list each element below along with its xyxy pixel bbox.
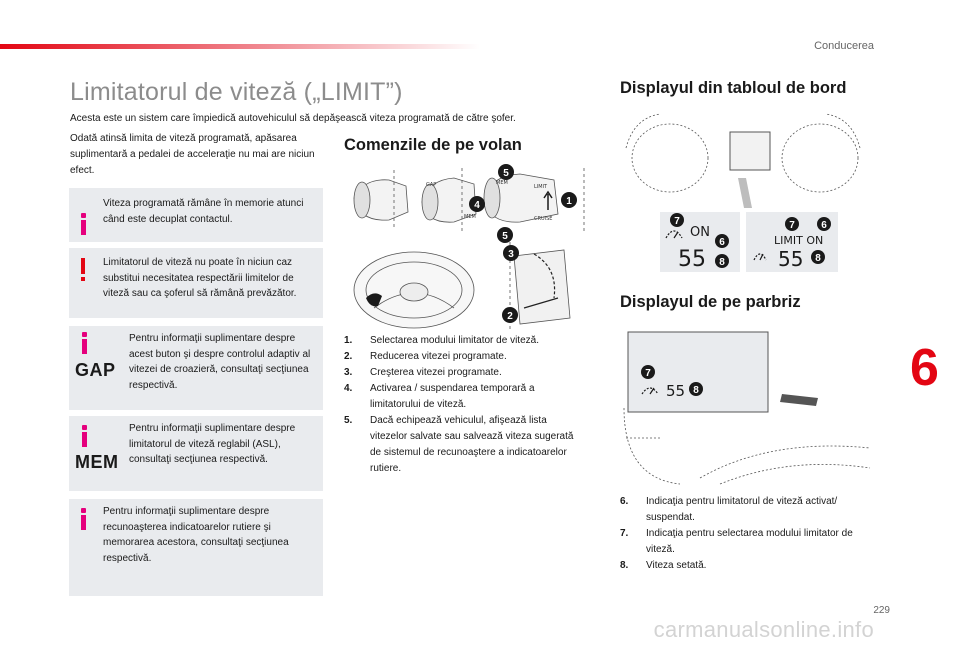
- steering-heading: Comenzile de pe volan: [344, 136, 522, 154]
- svg-text:5: 5: [502, 231, 508, 242]
- steering-controls-illustration: [344, 158, 596, 330]
- stalk-limit-label: LIMIT: [534, 184, 548, 190]
- badge-2: [502, 307, 518, 323]
- note-memory-text: Viteza programată rămâne în memorie atunci când este decuplat contactul.: [103, 198, 304, 225]
- note-warning-text: Limitatorul de viteză nu poate în niciun caz substitui necesitatea respectării limitelor de viteză sau ca şoferul să rămână prevăzător.: [103, 257, 297, 299]
- badge-8: [689, 382, 703, 396]
- badge-7: [641, 365, 655, 379]
- svg-text:8: 8: [693, 385, 699, 396]
- svg-text:6: 6: [821, 220, 827, 231]
- note-gap: [69, 326, 323, 410]
- list-item: 7. Indicaţia pentru selectarea modului limitator de viteză.: [620, 528, 853, 555]
- list-item: 5. Dacă echipează vehiculul, afişează lista vitezelor salvate sau salvează viteza sugerată de sistemul de recunoaştere a indicatoarelor rutiere.: [344, 415, 574, 474]
- intro-text: Acesta este un sistem care împiedică autovehiculul să depăşească viteza programată de către şofer.: [70, 113, 516, 124]
- limit-paragraph: Odată atinsă limita de viteză programată, apăsarea suplimentară a pedalei de acceleraţie nu mai are niciun efect.: [70, 133, 315, 176]
- dashboard-panel-1: [660, 212, 740, 272]
- mem-label: MEM: [75, 452, 119, 472]
- svg-text:7: 7: [674, 216, 680, 227]
- dashboard-heading: Displayul din tabloul de bord: [620, 79, 847, 97]
- speedometer-icon: [666, 231, 682, 238]
- note-signs-text: Pentru informaţii suplimentare despre recunoaşterea indicatoarelor rutiere şi memorarea acestora, consultaţi secţiunea respectivă.: [103, 506, 289, 564]
- speedometer-icon: [754, 254, 766, 260]
- badge-7: [670, 213, 684, 227]
- windscreen-heading: Displayul de pe parbriz: [620, 293, 801, 311]
- list-item: 8. Viteza setată.: [620, 560, 707, 571]
- badge-5b: [497, 227, 513, 243]
- note-memory: [69, 188, 323, 242]
- stalk-cruise-label: CRUISE: [534, 216, 553, 222]
- badge-1: [561, 192, 577, 208]
- list-item: 3. Creşterea vitezei programate.: [344, 367, 502, 378]
- svg-text:8: 8: [719, 257, 725, 268]
- note-signs: [69, 499, 323, 596]
- svg-text:8: 8: [815, 253, 821, 264]
- section-name: Conducerea: [814, 40, 874, 52]
- gap-label: GAP: [75, 360, 116, 380]
- note-warning: [69, 248, 323, 318]
- stalk-mem-label-2: MEM: [496, 180, 508, 186]
- watermark: carmanualsonline.info: [653, 617, 874, 642]
- note-gap-text: Pentru informaţii suplimentare despre acest buton şi despre controlul adaptiv al vitezei de croazieră, consultaţi secţiunea respectivă.: [129, 333, 311, 391]
- list-item: 1. Selectarea modului limitator de viteză.: [344, 335, 539, 346]
- badge-8: [715, 254, 729, 268]
- panel2-limit-on-text: LIMIT ON: [774, 234, 824, 247]
- badge-6: [817, 217, 831, 231]
- list-item: 4. Activarea / suspendarea temporară a limitatorului de viteză.: [344, 383, 535, 410]
- stalk-gap-label: GAP: [426, 182, 437, 188]
- badge-7: [785, 217, 799, 231]
- page-title: Limitatorul de viteză („LIMIT”): [70, 78, 403, 106]
- dashboard-panel-2: [746, 212, 838, 272]
- dashboard-illustration: [620, 108, 874, 208]
- note-mem: [69, 416, 323, 491]
- panel1-speed: 55: [678, 247, 706, 272]
- windscreen-illustration: [620, 328, 874, 488]
- badge-6: [715, 234, 729, 248]
- badge-3: [503, 245, 519, 261]
- stalk-mem-label-1: MEM: [464, 214, 476, 220]
- svg-text:7: 7: [645, 368, 651, 379]
- page-number: 229: [873, 605, 890, 616]
- note-mem-text: Pentru informaţii suplimentare despre limitatorul de viteză reglabil (ASL), consultaţi secţiunea respectivă.: [129, 423, 296, 465]
- badge-4: [469, 196, 485, 212]
- panel2-speed: 55: [778, 247, 804, 271]
- list-item: 6. Indicaţia pentru limitatorul de viteză activat/ suspendat.: [620, 496, 838, 523]
- svg-text:5: 5: [503, 168, 509, 179]
- svg-text:2: 2: [507, 311, 513, 322]
- badge-8: [811, 250, 825, 264]
- svg-text:6: 6: [910, 339, 939, 397]
- svg-text:1: 1: [566, 196, 572, 207]
- panel1-on-text: ON: [690, 225, 710, 240]
- list-item: 2. Reducerea vitezei programate.: [344, 351, 507, 362]
- header-accent-bar: [0, 44, 480, 49]
- badge-5: [498, 164, 514, 180]
- chapter-badge: [888, 331, 960, 403]
- svg-text:7: 7: [789, 220, 795, 231]
- svg-text:3: 3: [508, 249, 514, 260]
- svg-text:6: 6: [719, 237, 725, 248]
- svg-text:4: 4: [474, 200, 480, 211]
- windscreen-list: [620, 494, 880, 574]
- windscreen-speed: 55: [666, 382, 686, 400]
- steering-list: [344, 333, 584, 477]
